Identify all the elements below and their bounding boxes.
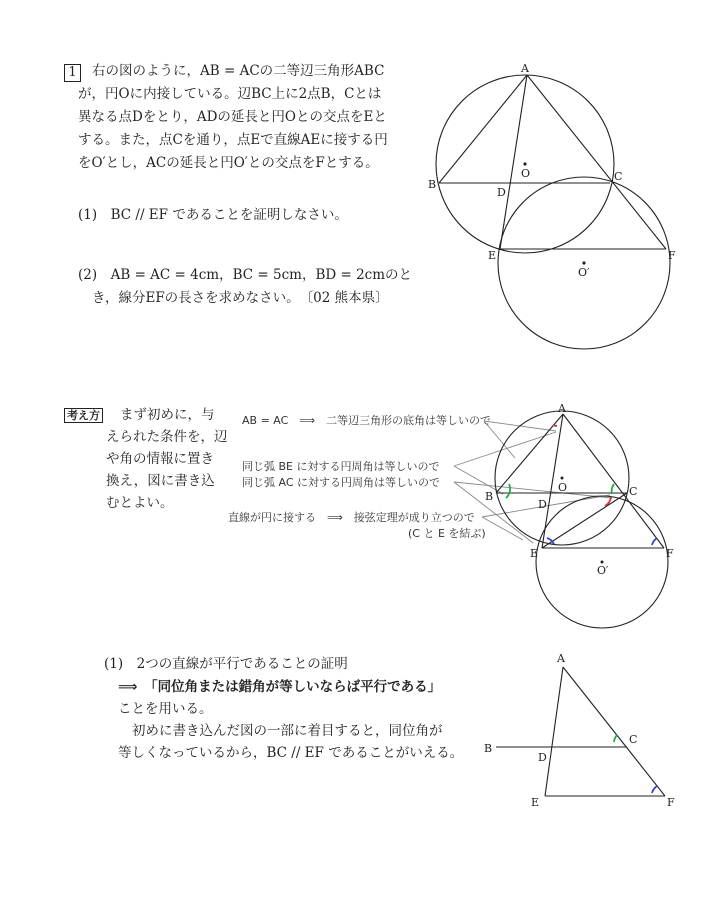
- hint-line-3: や角の情報に置き: [106, 451, 214, 467]
- question-2-line-1: (2) AB = AC = 4cm，BC = 5cm，BD = 2cmのと: [78, 267, 413, 283]
- label-f: F: [668, 249, 676, 262]
- label-f-2: F: [666, 547, 674, 560]
- label-o-prime-2: O′: [597, 564, 609, 577]
- label-b-2: B: [485, 490, 494, 503]
- label-a: A: [521, 62, 529, 75]
- hint-line-4: 換え，図に書き込: [106, 473, 215, 489]
- note-arc-ac: 同じ弧 AC に対する円周角は等しいので: [242, 476, 441, 489]
- question-1: (1) BC // EF であることを証明しなさい。: [78, 207, 348, 223]
- label-a-3: A: [557, 652, 565, 665]
- proof-line-5: 等しくなっているから，BC // EF であることがいえる。: [118, 745, 464, 761]
- angle-mark-c-3: [614, 735, 617, 742]
- label-a-2: A: [558, 402, 566, 415]
- note-isosceles: AB = AC ⟹ 二等辺三角形の底角は等しいので: [242, 414, 492, 427]
- label-o: O: [521, 167, 531, 180]
- label-c: C: [614, 170, 623, 183]
- label-d-2: D: [538, 498, 547, 511]
- angle-mark-f-3: [652, 786, 657, 793]
- hint-line-2: えられた条件を，辺: [106, 429, 228, 445]
- proof-heading: (1) 2つの直線が平行であることの証明: [104, 656, 348, 672]
- problem-text-line-4: する。また，点Cを通り，点Eで直線AEに接する円: [78, 132, 388, 148]
- note-join-ce: (C と E を結ぶ): [408, 527, 486, 540]
- label-o-2: O: [558, 481, 568, 494]
- label-d: D: [497, 186, 506, 199]
- label-b-3: B: [484, 742, 493, 755]
- proof-principle: ⟹ 「同位角または錯角が等しいならば平行である」: [118, 679, 442, 695]
- label-e-3: E: [531, 796, 540, 809]
- question-2-line-2: き，線分EFの長さを求めなさい。 〔02 熊本県〕: [92, 290, 389, 306]
- label-d-3: D: [538, 751, 547, 764]
- problem-text-line-3: 異なる点Dをとり，ADの延長と円Oとの交点をEと: [78, 109, 387, 125]
- problem-text-line-2: が，円Oに内接している。辺BC上に2点B，Cとは: [78, 86, 382, 102]
- problem-number: 1: [64, 64, 81, 82]
- proof-line-3: ことを用いる。: [118, 701, 213, 717]
- hint-badge: 考え方: [64, 408, 103, 423]
- label-c-3: C: [629, 733, 638, 746]
- label-c-2: C: [629, 485, 638, 498]
- label-e-2: E: [530, 547, 539, 560]
- label-b: B: [428, 178, 437, 191]
- label-e: E: [488, 249, 497, 262]
- problem-text-line-5: をO′とし，ACの延長と円O′との交点をFとする。: [78, 155, 379, 171]
- note-arc-be: 同じ弧 BE に対する円周角は等しいので: [242, 460, 440, 473]
- label-f-3: F: [667, 796, 675, 809]
- hint-line-1: まず初めに，与: [120, 407, 215, 423]
- problem-text-line-1: 右の図のように，AB = ACの二等辺三角形ABC: [92, 63, 385, 79]
- segment-af-3: [563, 667, 665, 796]
- note-tangent: 直線が円に接する ⟹ 接弦定理が成り立つので: [228, 511, 475, 524]
- proof-line-4: 初めに書き込んだ図の一部に着目すると，同位角が: [132, 723, 443, 739]
- label-o-prime: O′: [578, 266, 590, 279]
- segment-ae-3: [545, 667, 563, 796]
- hint-line-5: むとよい。: [106, 495, 174, 511]
